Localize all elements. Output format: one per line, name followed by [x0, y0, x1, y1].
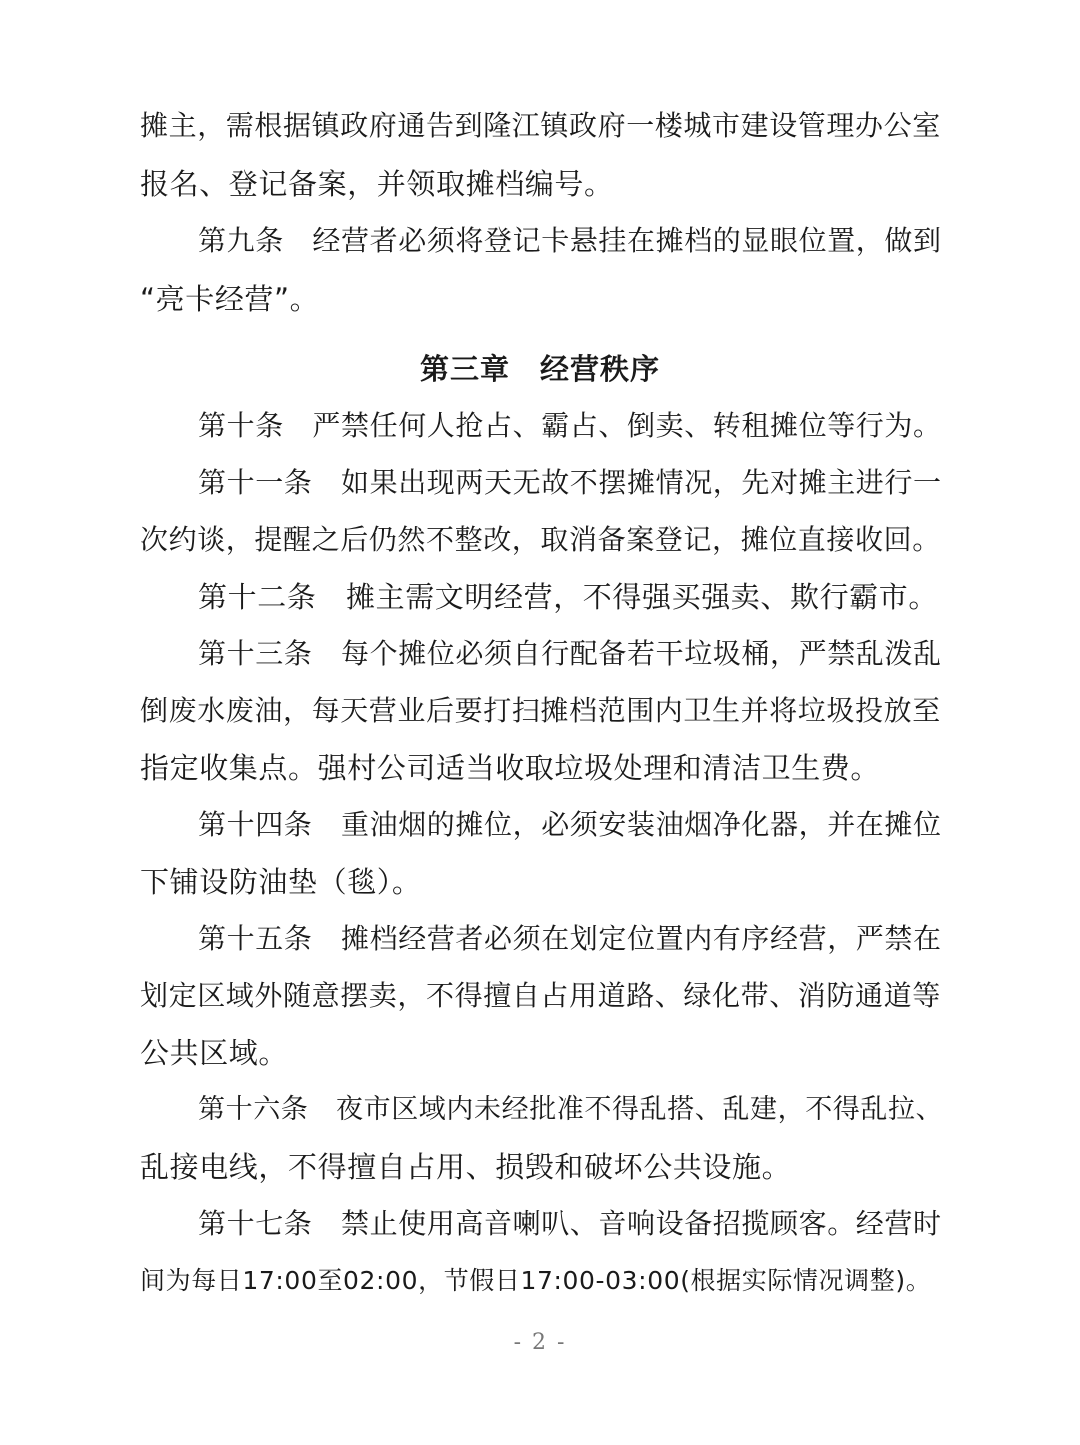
article-15-line: 第十五条 摊档经营者必须在划定位置内有序经营，严禁在: [198, 922, 942, 955]
paragraph-line: 摊主，需根据镇政府通告到隆江镇政府一楼城市建设管理办公室: [140, 109, 941, 142]
paragraph-line: 划定区域外随意摆卖，不得擅自占用道路、绿化带、消防通道等: [140, 979, 941, 1012]
article-17-line: 第十七条 禁止使用高音喇叭、音响设备招揽顾客。经营时: [198, 1207, 942, 1240]
article-12-line: 第十二条 摊主需文明经营，不得强买强卖、欺行霸市。: [198, 580, 939, 614]
paragraph-line: 间为每日17:00至02:00，节假日17:00-03:00(根据实际情况调整)。: [140, 1266, 932, 1295]
paragraph-line: 公共区域。: [140, 1036, 289, 1070]
chapter-heading: 第三章 经营秩序: [419, 352, 660, 386]
paragraph-line: 乱接电线，不得擅自占用、损毁和破坏公共设施。: [140, 1150, 792, 1184]
paragraph-line: 倒废水废油，每天营业后要打扫摊档范围内卫生并将垃圾投放至: [140, 694, 941, 727]
paragraph-line: 指定收集点。强村公司适当收取垃圾处理和清洁卫生费。: [140, 751, 881, 785]
paragraph-line: 下铺设防油垫（毯）。: [140, 865, 422, 899]
paragraph-line: 报名、登记备案，并领取摊档编号。: [140, 167, 614, 201]
paragraph-line: 次约谈，提醒之后仍然不整改，取消备案登记，摊位直接收回。: [140, 523, 941, 556]
page-number: - 2 -: [513, 1330, 567, 1355]
article-13-line: 第十三条 每个摊位必须自行配备若干垃圾桶，严禁乱泼乱: [198, 637, 942, 670]
article-10-line: 第十条 严禁任何人抢占、霸占、倒卖、转租摊位等行为。: [198, 409, 942, 442]
paragraph-line: “亮卡经营”。: [140, 282, 320, 316]
article-9-line: 第九条 经营者必须将登记卡悬挂在摊档的显眼位置，做到: [198, 224, 942, 257]
article-14-line: 第十四条 重油烟的摊位，必须安装油烟净化器，并在摊位: [198, 808, 942, 841]
article-16-line: 第十六条 夜市区域内未经批准不得乱搭、乱建，不得乱拉、: [198, 1094, 944, 1125]
article-11-line: 第十一条 如果出现两天无故不摆摊情况，先对摊主进行一: [198, 466, 942, 499]
